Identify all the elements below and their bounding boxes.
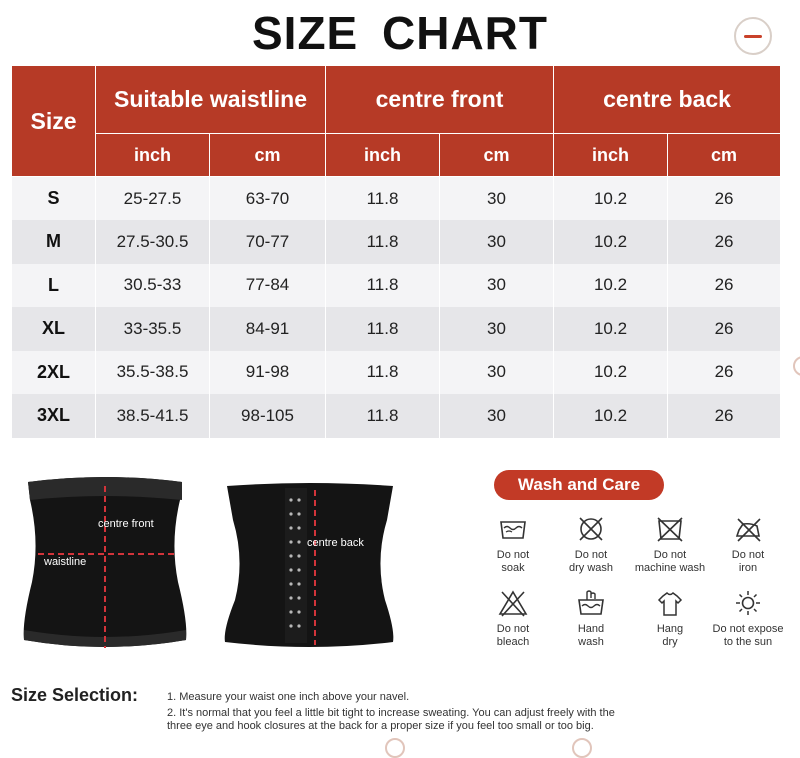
table-cell: 30 (440, 177, 554, 221)
table-cell: 30 (440, 394, 554, 438)
do-not-machine-wash-icon (653, 514, 687, 544)
unit-header: inch (554, 134, 668, 177)
care-item (625, 588, 715, 649)
do-not-dry-wash-icon (574, 514, 608, 544)
do-not-bleach-icon (496, 588, 530, 618)
unit-header: cm (210, 134, 326, 177)
size-cell: 3XL (12, 394, 96, 438)
care-label: Do not machine wash (634, 549, 706, 574)
unit-header: inch (96, 134, 210, 177)
size-note-1: 1. Measure your waist one inch above your navel. (167, 691, 410, 703)
corset-front-image (10, 472, 200, 657)
hang-dry-icon (653, 588, 687, 618)
care-label: Do not iron (731, 549, 765, 574)
table-cell: 77-84 (210, 264, 326, 308)
table-cell: 30 (440, 264, 554, 308)
table-cell: 91-98 (210, 351, 326, 395)
table-cell: 35.5-38.5 (96, 351, 210, 395)
care-item (468, 514, 558, 575)
do-not-iron-icon (731, 514, 765, 544)
corset-back-image (215, 480, 405, 655)
size-chart-table (11, 65, 781, 438)
size-note-2-line-2: three eye and hook closures at the back for a proper size if you feel too small or too big. (167, 720, 594, 732)
table-cell: 26 (668, 220, 781, 264)
table-cell: 30 (440, 307, 554, 351)
page-title: SIZE CHART (252, 7, 548, 59)
waistline-header: Suitable waistline (96, 66, 326, 134)
care-label: Do not bleach (496, 623, 530, 648)
table-cell: 84-91 (210, 307, 326, 351)
table-cell: 10.2 (554, 177, 668, 221)
unit-header: inch (326, 134, 440, 177)
table-row (12, 177, 781, 221)
table-cell: 10.2 (554, 264, 668, 308)
table-row (12, 307, 781, 351)
table-cell: 26 (668, 264, 781, 308)
table-cell: 27.5-30.5 (96, 220, 210, 264)
size-cell: M (12, 220, 96, 264)
table-cell: 11.8 (326, 177, 440, 221)
table-row (12, 264, 781, 308)
table-row (12, 220, 781, 264)
centre-front-header: centre front (326, 66, 554, 134)
care-item (703, 514, 793, 575)
unit-header: cm (440, 134, 554, 177)
care-label: Do not expose to the sun (712, 623, 784, 648)
table-cell: 11.8 (326, 307, 440, 351)
table-cell: 26 (668, 307, 781, 351)
centre-back-header: centre back (554, 66, 781, 134)
table-cell: 10.2 (554, 351, 668, 395)
care-item (546, 588, 636, 649)
care-label: Do not soak (496, 549, 530, 574)
centre-front-label: centre front (98, 518, 154, 530)
care-item (546, 514, 636, 575)
table-cell: 26 (668, 351, 781, 395)
care-item (703, 588, 793, 649)
table-cell: 26 (668, 177, 781, 221)
centre-back-label: centre back (307, 537, 364, 549)
table-cell: 11.8 (326, 394, 440, 438)
size-cell: S (12, 177, 96, 221)
table-cell: 30.5-33 (96, 264, 210, 308)
size-cell: XL (12, 307, 96, 351)
table-cell: 25-27.5 (96, 177, 210, 221)
table-cell: 10.2 (554, 307, 668, 351)
table-cell: 38.5-41.5 (96, 394, 210, 438)
table-row (12, 394, 781, 438)
hand-wash-icon (574, 588, 608, 618)
table-cell: 10.2 (554, 220, 668, 264)
size-note-2-line-1: 2. It's normal that you feel a little bit tight to increase sweating. You can adjust freely with the (167, 707, 615, 719)
care-item (468, 588, 558, 649)
care-label: Hand wash (577, 623, 605, 648)
do-not-soak-icon (496, 514, 530, 544)
collapse-button[interactable] (734, 17, 772, 55)
size-cell: 2XL (12, 351, 96, 395)
bottom-nav-button-left[interactable] (385, 738, 405, 758)
table-cell: 11.8 (326, 351, 440, 395)
no-sun-exposure-icon (731, 588, 765, 618)
size-selection-title: Size Selection: (11, 685, 139, 705)
table-cell: 10.2 (554, 394, 668, 438)
table-cell: 98-105 (210, 394, 326, 438)
waistline-label: waistline (44, 556, 87, 568)
care-label: Do not dry wash (568, 549, 614, 574)
size-header: Size (12, 66, 96, 177)
table-cell: 33-35.5 (96, 307, 210, 351)
table-row (12, 351, 781, 395)
table-cell: 30 (440, 351, 554, 395)
table-cell: 11.8 (326, 264, 440, 308)
table-cell: 30 (440, 220, 554, 264)
care-label: Hang dry (656, 623, 684, 648)
minus-icon (744, 35, 762, 38)
size-cell: L (12, 264, 96, 308)
table-cell: 70-77 (210, 220, 326, 264)
unit-header: cm (668, 134, 781, 177)
table-cell: 26 (668, 394, 781, 438)
table-cell: 63-70 (210, 177, 326, 221)
care-item (625, 514, 715, 575)
wash-and-care-badge: Wash and Care (494, 470, 664, 500)
table-cell: 11.8 (326, 220, 440, 264)
side-nav-button[interactable] (793, 356, 800, 376)
bottom-nav-button-right[interactable] (572, 738, 592, 758)
